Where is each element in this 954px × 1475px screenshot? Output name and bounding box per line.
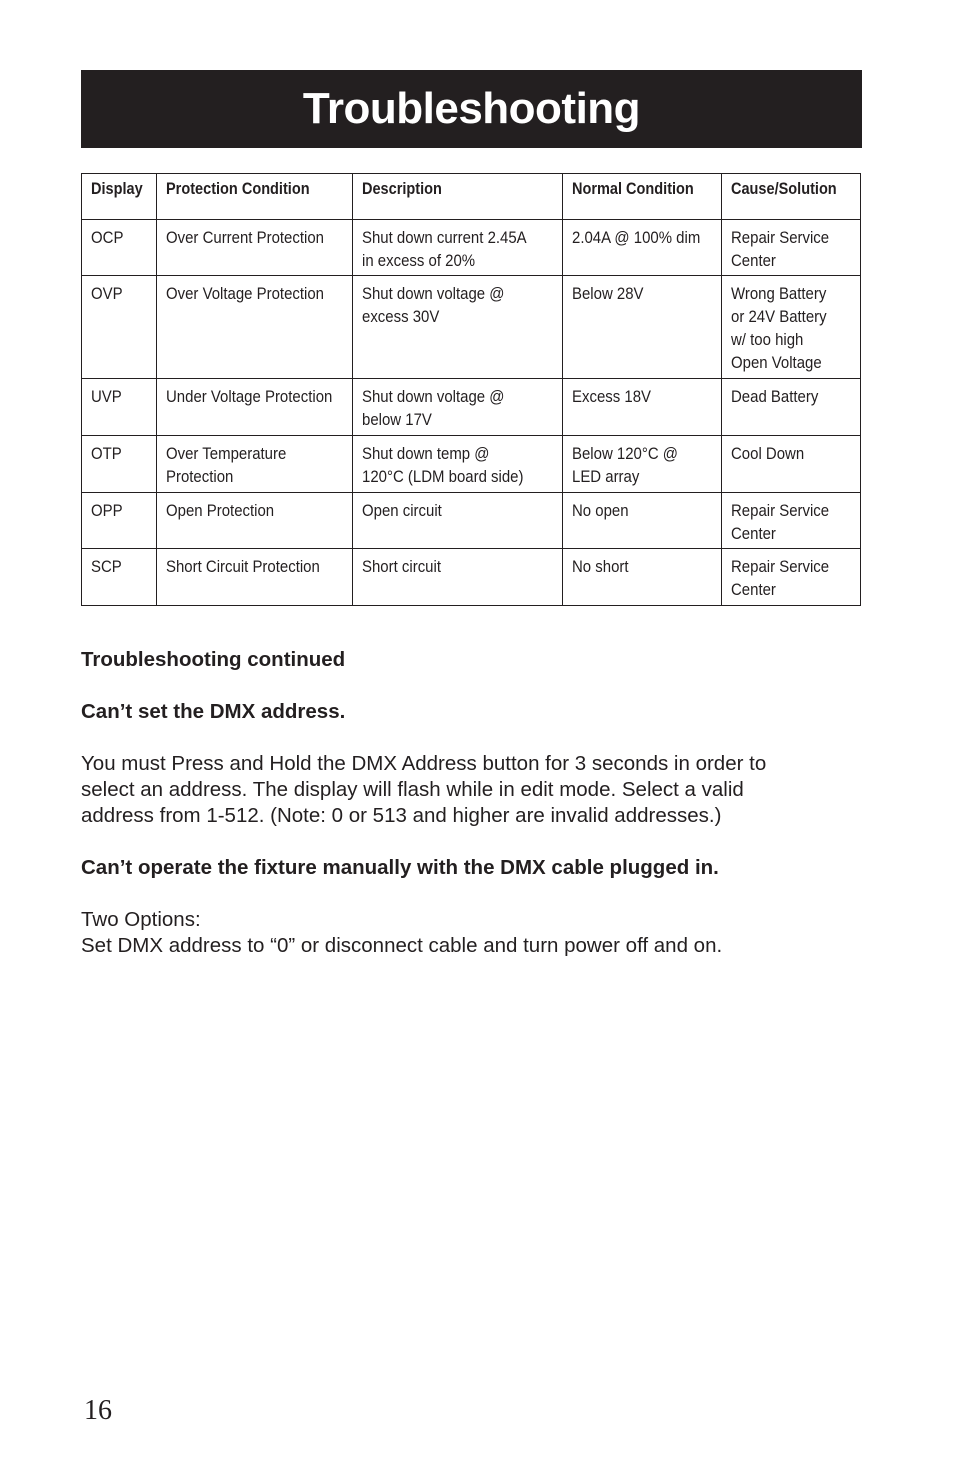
- cell-normal: No open: [563, 493, 722, 549]
- cell-condition: Open Protection: [157, 493, 353, 549]
- manual-operation-heading: Can’t operate the fixture manually with the DMX cable plugged in.: [81, 856, 719, 879]
- cell-normal: Below 28V: [563, 276, 722, 379]
- cell-display: OCP: [82, 220, 157, 276]
- cell-description: Shut down voltage @ below 17V: [353, 379, 563, 436]
- cell-display: OPP: [82, 493, 157, 549]
- column-header-protection-condition: Protection Condition: [157, 174, 353, 220]
- cell-description: Shut down current 2.45A in excess of 20%: [353, 220, 563, 276]
- cell-condition: Over Temperature Protection: [157, 436, 353, 493]
- options-line: Two Options:: [81, 908, 201, 931]
- cell-condition: Under Voltage Protection: [157, 379, 353, 436]
- continued-heading: Troubleshooting continued: [81, 648, 346, 671]
- options-line: Set DMX address to “0” or disconnect cable and turn power off and on.: [81, 934, 723, 957]
- table-row: [82, 276, 861, 379]
- cell-display: OVP: [82, 276, 157, 379]
- table-row: [82, 549, 861, 606]
- page-number: 16: [84, 1395, 112, 1426]
- table-row: [82, 220, 861, 276]
- column-header-display: Display: [82, 174, 157, 220]
- title-banner: [81, 70, 862, 148]
- table-header-row: [82, 174, 861, 220]
- column-header-description: Description: [353, 174, 563, 220]
- cell-description: Shut down voltage @ excess 30V: [353, 276, 563, 379]
- cell-solution: Repair Service Center: [722, 549, 861, 606]
- cell-display: OTP: [82, 436, 157, 493]
- cell-description: Short circuit: [353, 549, 563, 606]
- cell-solution: Repair Service Center: [722, 493, 861, 549]
- cell-condition: Short Circuit Protection: [157, 549, 353, 606]
- cell-normal: 2.04A @ 100% dim: [563, 220, 722, 276]
- cell-solution: Wrong Battery or 24V Battery w/ too high Open Voltage: [722, 276, 861, 379]
- cell-solution: Repair Service Center: [722, 220, 861, 276]
- table-row: [82, 379, 861, 436]
- troubleshooting-table: [81, 173, 861, 606]
- dmx-address-heading: Can’t set the DMX address.: [81, 700, 346, 723]
- cell-description: Open circuit: [353, 493, 563, 549]
- cell-solution: Cool Down: [722, 436, 861, 493]
- cell-display: UVP: [82, 379, 157, 436]
- cell-display: SCP: [82, 549, 157, 606]
- column-header-cause-solution: Cause/Solution: [722, 174, 861, 220]
- column-header-normal-condition: Normal Condition: [563, 174, 722, 220]
- dmx-paragraph-line: You must Press and Hold the DMX Address button for 3 seconds in order to: [81, 752, 767, 775]
- cell-solution: Dead Battery: [722, 379, 861, 436]
- table-row: [82, 436, 861, 493]
- dmx-paragraph-line: select an address. The display will flash while in edit mode. Select a valid: [81, 778, 744, 801]
- page-title: Troubleshooting: [302, 84, 641, 133]
- cell-condition: Over Voltage Protection: [157, 276, 353, 379]
- dmx-paragraph-line: address from 1-512. (Note: 0 or 513 and higher are invalid addresses.): [81, 804, 722, 827]
- cell-normal: No short: [563, 549, 722, 606]
- cell-normal: Excess 18V: [563, 379, 722, 436]
- cell-condition: Over Current Protection: [157, 220, 353, 276]
- cell-description: Shut down temp @ 120°C (LDM board side): [353, 436, 563, 493]
- cell-normal: Below 120°C @ LED array: [563, 436, 722, 493]
- table-row: [82, 493, 861, 549]
